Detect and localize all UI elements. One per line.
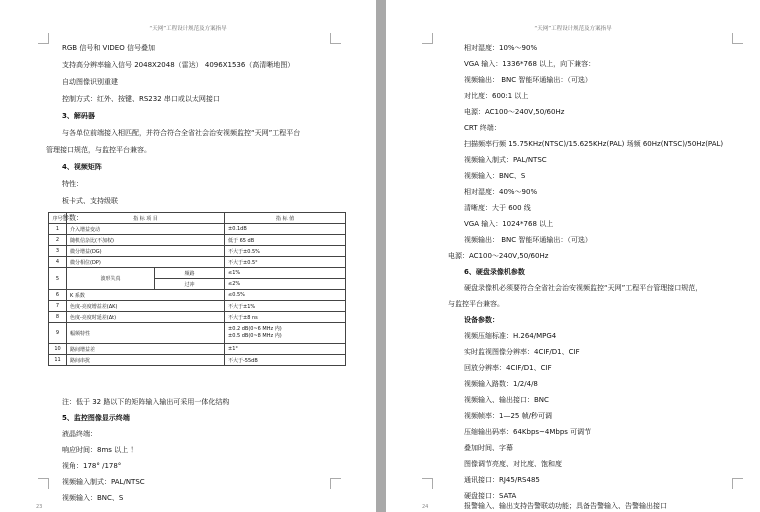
- body-line: 视频输入路数：1/2/4/8: [464, 380, 538, 388]
- table-header: 序号: [49, 213, 67, 224]
- body-line: RGB 信号和 VIDEO 信号叠加: [62, 44, 155, 52]
- body-line: 对比度：600:1 以上: [464, 92, 529, 100]
- table-cell: ±1°: [225, 344, 346, 355]
- body-line: 视频输入制式：PAL/NTSC: [62, 478, 145, 486]
- table-cell: 11: [49, 355, 67, 366]
- table-cell: [225, 323, 346, 344]
- crop-mark: [422, 478, 433, 489]
- table-header-row: [49, 213, 346, 224]
- table-cell: 色度-亮度时延差(Δt): [67, 312, 225, 323]
- cell-line: ±0.2 dB(0~6 MHz 内): [228, 326, 282, 332]
- table-cell: ±0.1dB: [225, 224, 346, 235]
- body-line: 视频输入、输出接口：BNC: [464, 396, 549, 404]
- table-row: [49, 268, 346, 279]
- table-cell: 6: [49, 290, 67, 301]
- crop-mark: [732, 478, 743, 489]
- body-line: 通讯接口：RJ45/RS485: [464, 476, 540, 484]
- crop-mark: [330, 478, 341, 489]
- body-line: 电源：AC100～240V,50/60Hz: [464, 108, 565, 116]
- body-line: 报警输入、输出支持告警联动功能；具备告警输入、告警输出接口: [464, 502, 667, 510]
- table-cell: 2: [49, 235, 67, 246]
- page-number: 24: [422, 504, 429, 510]
- body-line: 视频输出： BNC 智能环通输出：（可选）: [464, 76, 592, 84]
- crop-mark: [422, 33, 433, 44]
- body-line: VGA 输入：1336*768 以上，向下兼容：: [464, 60, 596, 68]
- body-line: 相对湿度：10%～90%: [464, 44, 538, 52]
- body-line: 硬盘录像机必须要符合全省社会治安视频监控“天网”工程平台管理接口规范，: [464, 284, 703, 292]
- table-header: 指 标 值: [225, 213, 346, 224]
- body-line: 管理接口规范，与监控平台兼容。: [46, 146, 151, 154]
- table-row: [49, 224, 346, 235]
- page-number: 23: [36, 504, 43, 510]
- body-line: 扫描频率行频 15.75KHz(NTSC)/15.625KHz(PAL) 场频 60Hz(NTSC)/50Hz(PAL): [464, 140, 724, 148]
- body-line: 视频输入制式：PAL/NTSC: [464, 156, 547, 164]
- table-cell: 频路: [155, 268, 225, 279]
- table-cell: 随机信杂比(不加权): [67, 235, 225, 246]
- body-line: 与监控平台兼容。: [448, 300, 504, 308]
- table-cell: 路间增益差: [67, 344, 225, 355]
- table-cell: 不大于±8 ns: [225, 312, 346, 323]
- body-line: 与各单位前端接入相匹配，并符合符合全省社会治安视频监控“天网”工程平台: [62, 129, 301, 137]
- table-cell: 1: [49, 224, 67, 235]
- section-heading: 5、监控图像显示终端: [62, 414, 130, 422]
- body-line: 支持高分辨率输入信号 2048X2048（雷达） 4096X1536（高清晰地图）: [62, 61, 295, 69]
- table-row: [49, 246, 346, 257]
- section-heading: 3、解码器: [62, 112, 95, 120]
- table-cell: 9: [49, 323, 67, 344]
- table-cell: 波形失真: [67, 268, 155, 290]
- table-cell: 色度-亮度增益差(ΔK): [67, 301, 225, 312]
- body-line: 视频输入：BNC、S: [62, 494, 124, 502]
- table-cell: 不大于±0.5°: [225, 257, 346, 268]
- body-line: 视频输入：BNC、S: [464, 172, 526, 180]
- crop-mark: [38, 33, 49, 44]
- table-cell: 不大于-55dB: [225, 355, 346, 366]
- body-line: 视频输出： BNC 智能环通输出：（可选）: [464, 236, 592, 244]
- section-heading: 4、视频矩阵: [62, 163, 102, 171]
- table-cell: ≤2%: [225, 279, 346, 290]
- table-cell: K 系数: [67, 290, 225, 301]
- table-row: [49, 290, 346, 301]
- table-cell: 微分增益(DG): [67, 246, 225, 257]
- body-line: 自动图像识别重建: [62, 78, 118, 86]
- table-cell: 路间串扰: [67, 355, 225, 366]
- table-row: [49, 323, 346, 344]
- body-line: 特性：: [62, 180, 83, 188]
- body-line: 电源：AC100～240V,50/60Hz: [448, 252, 549, 260]
- table-cell: 微分相位(DP): [67, 257, 225, 268]
- body-line: 回放分辨率：4CIF/D1、CIF: [464, 364, 552, 372]
- table-row: [49, 301, 346, 312]
- body-line: CRT 终端：: [464, 124, 501, 132]
- body-line: 控制方式：红外、按键、RS232 串口或以太网接口: [62, 95, 220, 103]
- table-cell: 不大于±0.5%: [225, 246, 346, 257]
- section-heading: 6、硬盘录像机参数: [464, 268, 525, 276]
- body-line: 参数：: [62, 214, 83, 222]
- crop-mark: [38, 478, 49, 489]
- body-line: 压缩输出码率：64Kbps~4Mbps 可调节: [464, 428, 592, 436]
- table-cell: 过冲: [155, 279, 225, 290]
- body-line: 视频压缩标准：H.264/MPG4: [464, 332, 557, 340]
- body-line: 注：低于 32 路以下的矩阵输入输出可采用一体化结构: [62, 398, 230, 406]
- table-row: [49, 257, 346, 268]
- body-line: 视频帧率：1—25 帧/秒可调: [464, 412, 552, 420]
- table-cell: 低于 65 dB: [225, 235, 346, 246]
- body-line: 清晰度：大于 600 线: [464, 204, 531, 212]
- body-line: 图像调节亮度、对比度、饱和度: [464, 460, 562, 468]
- page-header: “天网”工程设计规范及方案指导: [149, 26, 227, 32]
- table-cell: ≤0.5%: [225, 290, 346, 301]
- table-cell: 10: [49, 344, 67, 355]
- body-line: 硬盘接口：SATA: [464, 492, 517, 500]
- body-line: 实时监视图像分辨率：4CIF/D1、CIF: [464, 348, 580, 356]
- body-line: VGA 输入：1024*768 以上: [464, 220, 554, 228]
- body-line: 相对湿度：40%～90%: [464, 188, 538, 196]
- table-cell: 3: [49, 246, 67, 257]
- table-header: 指 标 项 目: [67, 213, 225, 224]
- matrix-parameter-table: [48, 212, 346, 366]
- table-row: [49, 312, 346, 323]
- body-line: 视角：178° /178°: [62, 462, 122, 470]
- body-line: 响应时间：8ms 以上 ！: [62, 446, 138, 454]
- body-line: 板卡式、支持级联: [62, 197, 118, 205]
- body-line: 液晶终端：: [62, 430, 97, 438]
- table-row: [49, 344, 346, 355]
- table-cell: 介入增益变动: [67, 224, 225, 235]
- body-line: 叠加时间、字幕: [464, 444, 513, 452]
- table-cell: 不大于±1%: [225, 301, 346, 312]
- table-cell: 4: [49, 257, 67, 268]
- table-cell: 幅频特性: [67, 323, 225, 344]
- cell-line: ±0.5 dB(0~8 MHz 内): [228, 333, 282, 339]
- left-page: [0, 0, 376, 512]
- table-cell: 8: [49, 312, 67, 323]
- table-row: [49, 355, 346, 366]
- crop-mark: [330, 33, 341, 44]
- right-page: [386, 0, 760, 512]
- section-heading: 设备参数：: [464, 316, 499, 324]
- table-row: [49, 235, 346, 246]
- table-cell: 7: [49, 301, 67, 312]
- table-cell: 5: [49, 268, 67, 290]
- table-cell: ≤1%: [225, 268, 346, 279]
- page-header: “天网”工程设计规范及方案指导: [534, 26, 612, 32]
- crop-mark: [732, 33, 743, 44]
